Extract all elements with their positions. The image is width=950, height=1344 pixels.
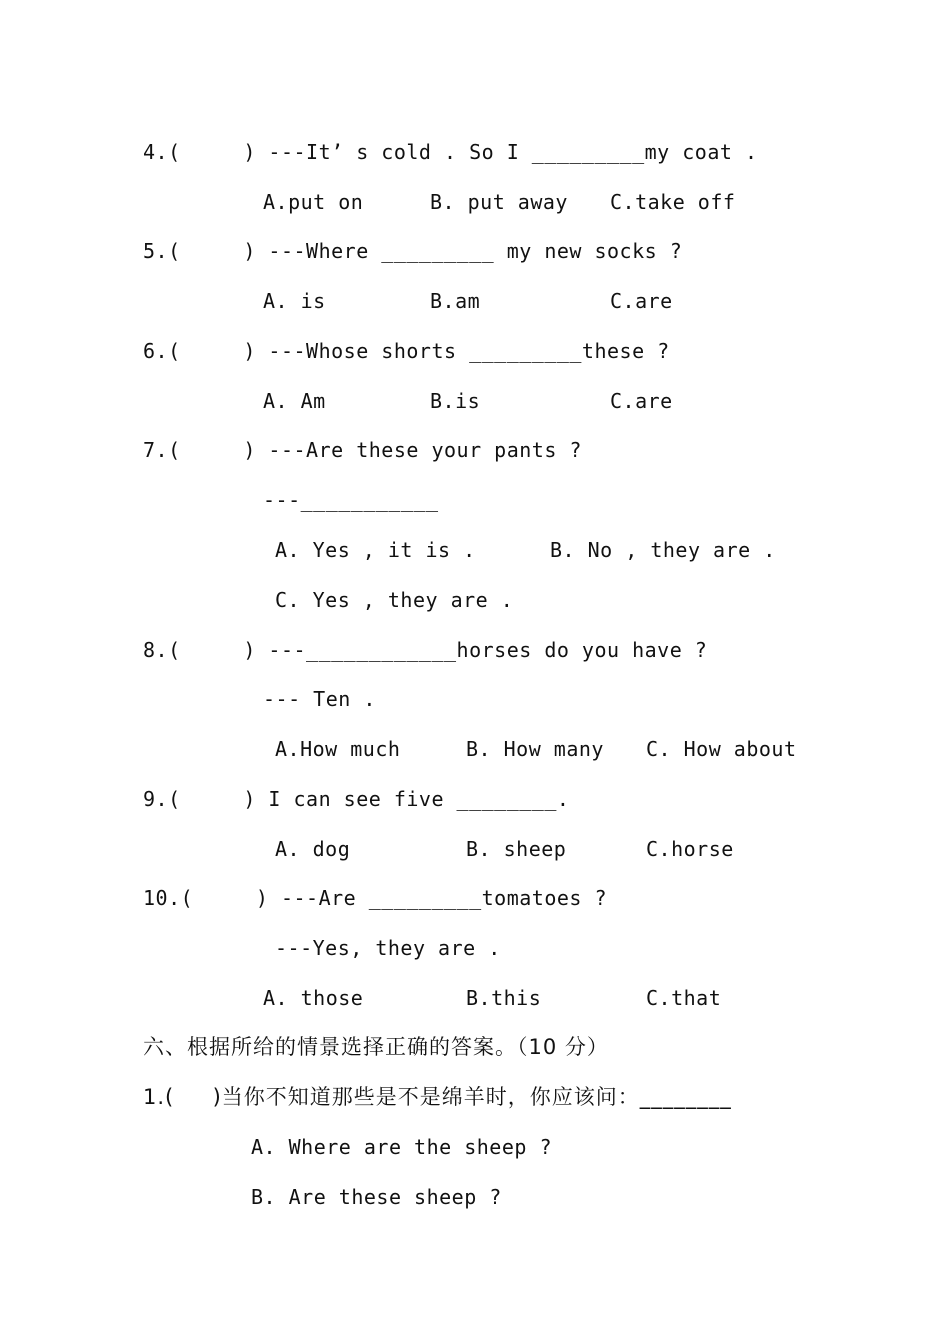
question-10-option-a: A. those [263, 986, 364, 1010]
question-8-stem: 8.( ) ---____________horses do you have ? [143, 638, 708, 662]
question-8-option-a: A.How much [275, 737, 401, 761]
question-10-stem: 10.( ) ---Are _________tomatoes ? [143, 886, 608, 910]
question-4-stem: 4.( ) ---It’ s cold . So I _________my coat . [143, 140, 758, 164]
section-6-question-1-option-a: A. Where are the sheep ? [251, 1135, 552, 1159]
question-7-option-b: B. No , they are . [550, 538, 776, 562]
question-9-option-c: C.horse [646, 837, 734, 861]
question-6-option-a: A. Am [263, 389, 326, 413]
question-8-option-c: C. How about [646, 737, 797, 761]
question-6-option-b: B.is [430, 389, 481, 413]
question-7-option-a: A. Yes , it is . [275, 538, 476, 562]
question-7-answer-line: ---___________ [263, 488, 439, 512]
question-9-stem: 9.( ) I can see five ________. [143, 787, 570, 811]
question-5-option-c: C.are [610, 289, 673, 313]
section-6-heading: 六、根据所给的情景选择正确的答案。（10 分） [143, 1035, 609, 1059]
question-4-option-a: A.put on [263, 190, 364, 214]
question-6-option-c: C.are [610, 389, 673, 413]
section-6-question-1-stem: 1.( )当你不知道那些是不是绵羊时，你应该问：________ [143, 1085, 732, 1109]
question-4-option-c: C.take off [610, 190, 736, 214]
question-9-option-b: B. sheep [466, 837, 567, 861]
question-6-stem: 6.( ) ---Whose shorts _________these ? [143, 339, 670, 363]
question-9-option-a: A. dog [275, 837, 351, 861]
question-10-option-b: B.this [466, 986, 542, 1010]
question-10-answer-line: ---Yes, they are . [275, 936, 501, 960]
question-7-stem: 7.( ) ---Are these your pants ? [143, 438, 582, 462]
question-8-option-b: B. How many [466, 737, 604, 761]
question-7-option-c: C. Yes , they are . [275, 588, 514, 612]
question-4-option-b: B. put away [430, 190, 568, 214]
section-6-question-1-option-b: B. Are these sheep ? [251, 1185, 502, 1209]
question-5-option-a: A. is [263, 289, 326, 313]
question-8-answer-line: --- Ten . [263, 687, 376, 711]
question-5-option-b: B.am [430, 289, 481, 313]
question-10-option-c: C.that [646, 986, 722, 1010]
question-5-stem: 5.( ) ---Where _________ my new socks ? [143, 239, 683, 263]
